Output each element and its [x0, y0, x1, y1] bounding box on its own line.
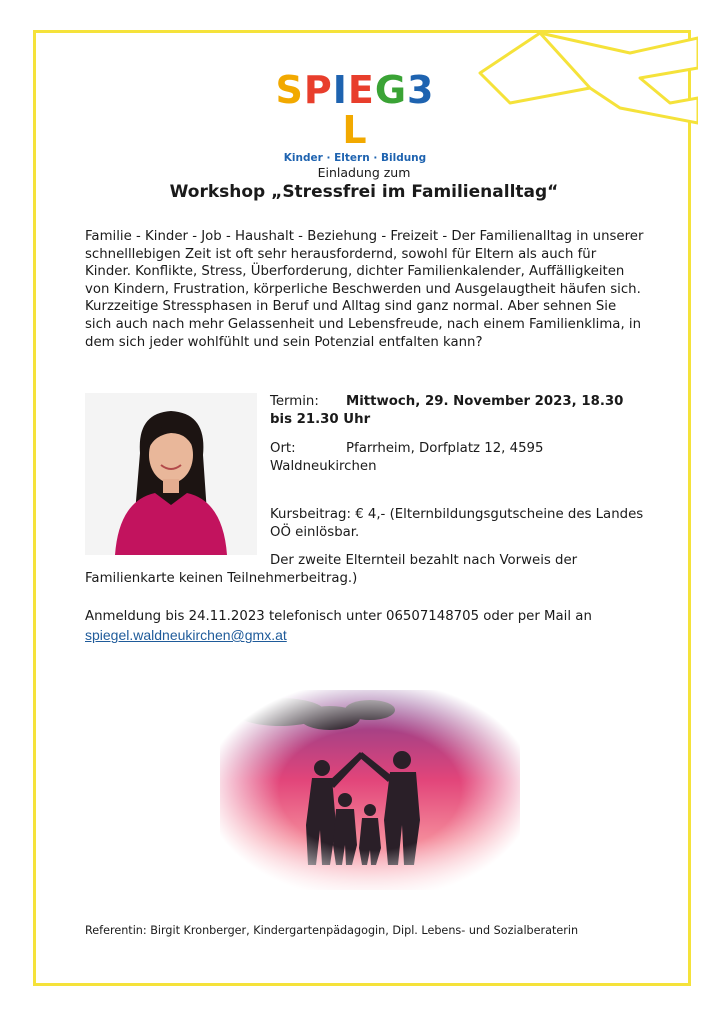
yellow-ribbon-decoration: [470, 28, 698, 148]
ort-value: Pfarrheim, Dorfplatz 12, 4595 Waldneukirchen: [270, 441, 544, 474]
logo-letter: L: [342, 108, 368, 152]
logo-letter: P: [303, 68, 333, 112]
ort-row: [270, 440, 650, 476]
termin-value: Mittwoch, 29. November 2023, 18.30 bis 21.30 Uhr: [270, 394, 624, 427]
kursbeitrag-value: € 4,- (Elternbildungsgutscheine des Landes OÖ einlösbar.: [270, 507, 644, 540]
ort-label: Ort:: [270, 441, 296, 456]
termin-row: [270, 393, 650, 429]
email-link[interactable]: spiegel.waldneukirchen@gmx.at: [85, 627, 287, 643]
registration-block: [85, 608, 645, 646]
kursbeitrag-label: Kursbeitrag:: [270, 507, 351, 522]
speaker-photo: [85, 393, 257, 555]
logo-subtitle: Kinder · Eltern · Bildung: [283, 152, 427, 164]
second-parent-note-line1: Der zweite Elternteil bezahlt nach Vorweis der: [270, 553, 578, 568]
logo-letter: S: [275, 68, 304, 112]
logo-letter: G: [374, 68, 408, 112]
logo-letter: I: [332, 68, 348, 112]
registration-text: Anmeldung bis 24.11.2023 telefonisch unter 06507148705 oder per Mail an: [85, 609, 592, 624]
termin-label: Termin:: [270, 394, 319, 409]
logo-wordmark: [272, 70, 438, 150]
family-silhouette-image: [220, 690, 520, 890]
logo-letter: 3: [407, 68, 435, 112]
invitation-eyebrow: Einladung zum: [317, 165, 411, 180]
second-parent-note-line2: Familienkarte keinen Teilnehmerbeitrag.): [85, 571, 358, 586]
intro-paragraph: Familie - Kinder - Job - Haushalt - Beziehung - Freizeit - Der Familienalltag in unserer schnelllebigen Zeit ist oft sehr herausfordernd, sowohl für Eltern als auch für Kinder. Konflikte, Stress, Überforderung, dichter Familienkalender, Auffälligkeiten von Kindern, Frustration, körperliche Beschwerden und Ausgelaugtheit häufen sich. Kurzzeitige Stressphasen in Beruf und Alltag sind ganz normal. Aber sehnen Sie sich auch nach mehr Gelassenheit und Lebensfreude, nach einem Familienklima, in dem sich jeder wohlfühlt und sein Potenzial entfalten kann?: [85, 229, 644, 350]
workshop-title: Workshop „Stressfrei im Familienalltag“: [169, 182, 559, 202]
spiegel-logo: [272, 70, 438, 164]
logo-letter: E: [347, 68, 375, 112]
kursbeitrag-row: [270, 506, 650, 542]
speaker-credit: Referentin: Birgit Kronberger, Kindergartenpädagogin, Dipl. Lebens- und Sozialberaterin: [85, 924, 579, 937]
